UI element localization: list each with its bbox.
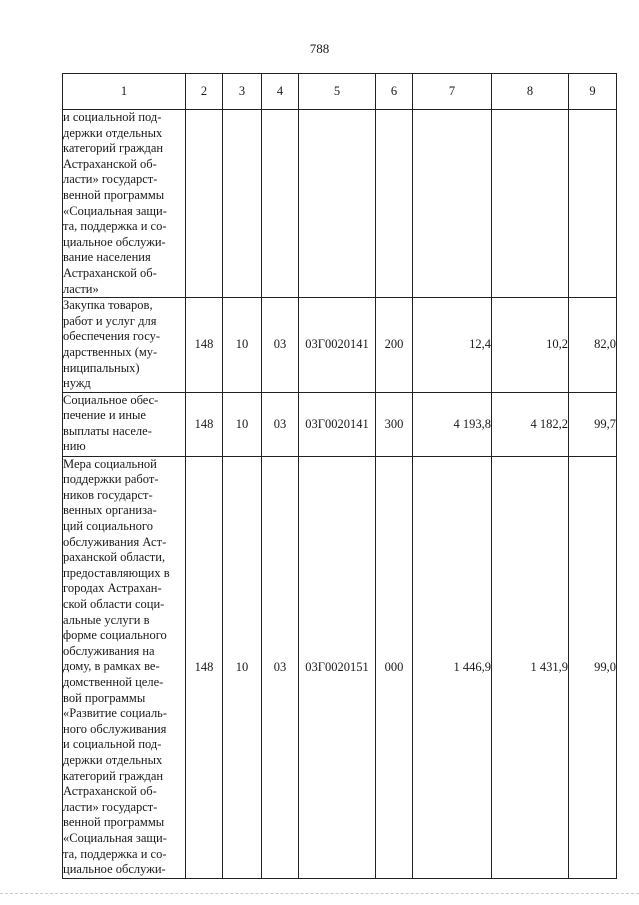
description-line: Астраханской об- xyxy=(63,265,157,280)
description-line: венных организа- xyxy=(63,503,157,518)
description-line: категорий граждан xyxy=(63,768,164,783)
description-cell xyxy=(63,456,186,878)
table-row xyxy=(63,110,617,298)
header-cell: 2 xyxy=(186,74,223,110)
description-line: вание населения xyxy=(63,250,151,265)
description-line: та, поддержка и со- xyxy=(63,846,167,861)
description-line: венной программы xyxy=(63,187,165,202)
target-article-cell: 03Г0020151 xyxy=(299,456,376,878)
description-cell xyxy=(63,110,186,298)
table-row xyxy=(63,456,617,878)
page-number: 788 xyxy=(309,41,330,56)
description-line: «Социальная защи- xyxy=(63,830,167,845)
description-cell xyxy=(63,298,186,393)
description-line: форме социального xyxy=(63,628,167,643)
description-line: обеспечения госу- xyxy=(63,329,161,344)
scan-edge-line xyxy=(0,893,639,894)
description-line: ниципальных) xyxy=(63,360,140,375)
description-line: держки отдельных xyxy=(63,752,163,767)
description-line: дому, в рамках ве- xyxy=(63,659,160,674)
planned-amount-cell: 4 193,8 xyxy=(413,392,492,456)
description-line: обслуживания на xyxy=(63,643,155,658)
description-line: раханской области, xyxy=(63,550,166,565)
description-line: та, поддержка и со- xyxy=(63,219,167,234)
description-line: нию xyxy=(63,439,86,454)
description-line: Социальное обес- xyxy=(63,392,159,407)
description-line: и социальной под- xyxy=(63,737,162,752)
description-line: альные услуги в xyxy=(63,612,150,627)
description-line: ласти» xyxy=(63,281,99,296)
target-article-cell xyxy=(299,110,376,298)
execution-percent-cell: 99,7 xyxy=(569,392,617,456)
header-cell: 1 xyxy=(63,74,186,110)
description-line: Мера социальной xyxy=(63,456,157,471)
execution-percent-cell xyxy=(569,110,617,298)
description-line: ного обслуживания xyxy=(63,721,167,736)
description-line: ций социального xyxy=(63,519,153,534)
description-line: дарственных (му- xyxy=(63,344,158,359)
section-cell xyxy=(223,110,262,298)
description-line: Астраханской об- xyxy=(63,784,157,799)
header-cell: 9 xyxy=(569,74,617,110)
subsection-cell: 03 xyxy=(262,456,299,878)
description-line: циальное обслужи- xyxy=(63,234,166,249)
expense-type-cell: 000 xyxy=(376,456,413,878)
description-line: ников государст- xyxy=(63,487,153,502)
description-line: держки отдельных xyxy=(63,125,163,140)
subsection-cell: 03 xyxy=(262,298,299,393)
target-article-cell: 03Г0020141 xyxy=(299,298,376,393)
subsection-cell: 03 xyxy=(262,392,299,456)
description-line: вой программы xyxy=(63,690,146,705)
planned-amount-cell xyxy=(413,110,492,298)
description-line: ласти» государст- xyxy=(63,799,158,814)
target-article-cell: 03Г0020141 xyxy=(299,392,376,456)
actual-amount-cell xyxy=(492,110,569,298)
description-line: и социальной под- xyxy=(63,110,162,124)
actual-amount-cell: 4 182,2 xyxy=(492,392,569,456)
description-line: предоставляющих в xyxy=(63,565,170,580)
budget-chapter-cell: 148 xyxy=(186,298,223,393)
subsection-cell xyxy=(262,110,299,298)
execution-percent-cell: 99,0 xyxy=(569,456,617,878)
description-line: печение и иные xyxy=(63,408,146,423)
section-cell: 10 xyxy=(223,456,262,878)
header-cell: 5 xyxy=(299,74,376,110)
description-line: Закупка товаров, xyxy=(63,298,153,313)
description-line: ласти» государст- xyxy=(63,172,158,187)
description-line: «Развитие социаль- xyxy=(63,706,168,721)
planned-amount-cell: 12,4 xyxy=(413,298,492,393)
description-line: категорий граждан xyxy=(63,141,164,156)
description-line: обслуживания Аст- xyxy=(63,534,167,549)
header-cell: 7 xyxy=(413,74,492,110)
header-cell: 4 xyxy=(262,74,299,110)
description-cell xyxy=(63,392,186,456)
description-line: «Социальная защи- xyxy=(63,203,167,218)
actual-amount-cell: 10,2 xyxy=(492,298,569,393)
description-line: городах Астрахан- xyxy=(63,581,162,596)
description-line: Астраханской об- xyxy=(63,156,157,171)
actual-amount-cell: 1 431,9 xyxy=(492,456,569,878)
section-cell: 10 xyxy=(223,298,262,393)
execution-percent-cell: 82,0 xyxy=(569,298,617,393)
header-cell: 8 xyxy=(492,74,569,110)
expense-type-cell: 300 xyxy=(376,392,413,456)
description-line: домственной целе- xyxy=(63,675,164,689)
budget-table xyxy=(62,73,617,879)
description-line: циальное обслужи- xyxy=(63,862,166,877)
budget-chapter-cell: 148 xyxy=(186,392,223,456)
description-line: поддержки работ- xyxy=(63,472,159,487)
budget-chapter-cell: 148 xyxy=(186,456,223,878)
section-cell: 10 xyxy=(223,392,262,456)
header-cell: 6 xyxy=(376,74,413,110)
description-line: работ и услуг для xyxy=(63,313,157,328)
description-line: нужд xyxy=(63,376,91,391)
description-line: венной программы xyxy=(63,815,165,830)
table-row xyxy=(63,392,617,456)
description-line: ской области соци- xyxy=(63,597,165,612)
planned-amount-cell: 1 446,9 xyxy=(413,456,492,878)
header-row xyxy=(63,74,617,110)
budget-chapter-cell xyxy=(186,110,223,298)
expense-type-cell: 200 xyxy=(376,298,413,393)
table-row xyxy=(63,298,617,393)
description-line: выплаты населе- xyxy=(63,423,152,438)
header-cell: 3 xyxy=(223,74,262,110)
expense-type-cell xyxy=(376,110,413,298)
